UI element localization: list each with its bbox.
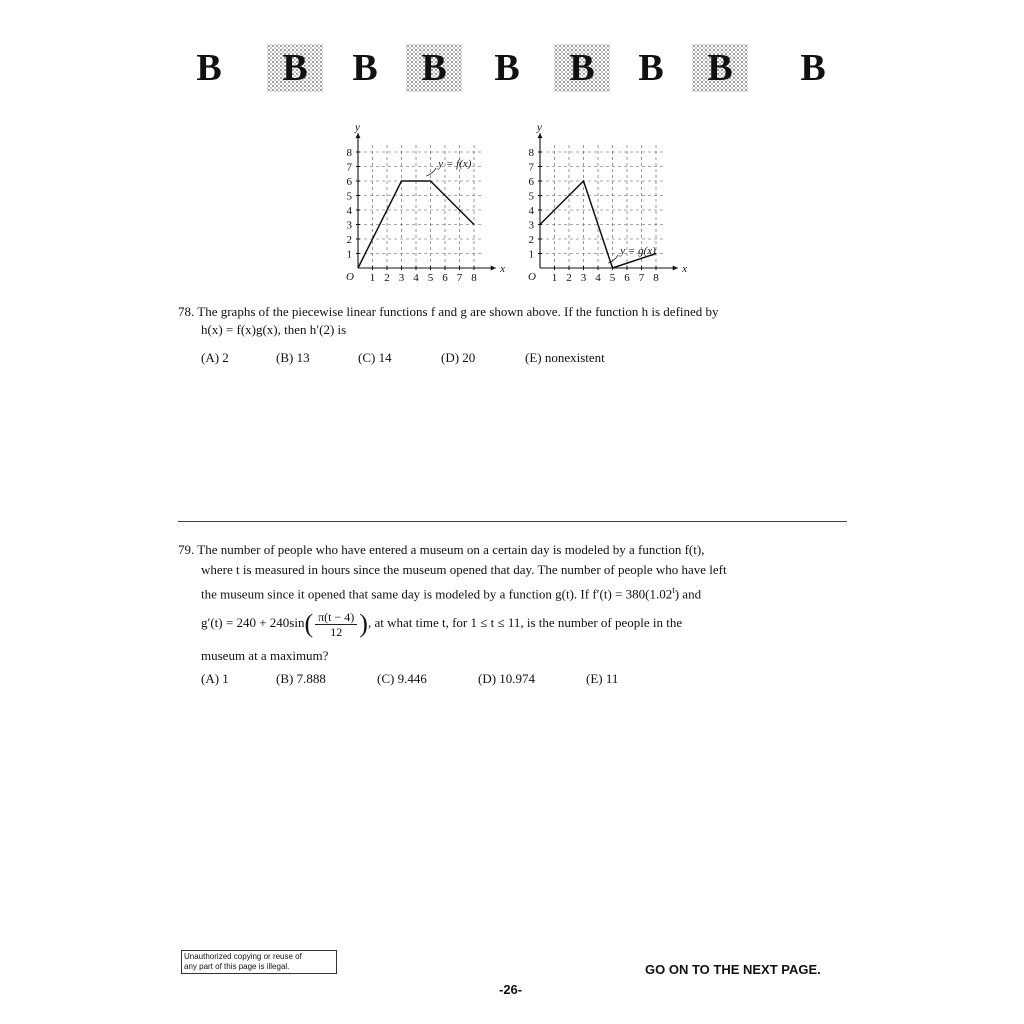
x-tick-label: 7 bbox=[638, 272, 645, 284]
fraction-denominator: 12 bbox=[330, 624, 343, 639]
choice-d[interactable]: (D) 10.974 bbox=[478, 671, 536, 686]
copyright-notice bbox=[181, 950, 337, 974]
x-axis-label: x bbox=[682, 263, 687, 275]
y-tick-label: 1 bbox=[528, 248, 534, 261]
choice-b[interactable]: (B) 7.888 bbox=[276, 671, 326, 686]
y-tick-label: 8 bbox=[528, 147, 534, 159]
question-79-line4: g′(t) = 240 + 240sin( $\frac{\pi(t - 4)}{12}$ ), at what time t, for 1 ≤ t ≤ 11, is the number of people in the bbox=[201, 609, 683, 639]
curve-label: y = g(x) bbox=[620, 244, 656, 257]
choice-c[interactable]: (C) 9.446 bbox=[377, 671, 427, 686]
question-79-line2 bbox=[201, 560, 727, 580]
x-axis-arrow bbox=[491, 266, 496, 271]
question-text: where t is measured in hours since the museum opened that day. The number of people who have left bbox=[201, 562, 727, 577]
fraction-numerator: π(t − 4) bbox=[315, 610, 357, 625]
question-text: The graphs of the piecewise linear functions f and g are shown above. If the function h is defined by bbox=[197, 304, 719, 319]
question-78-line2 bbox=[201, 320, 346, 340]
section-letter: B bbox=[554, 44, 610, 92]
x-tick-label: 2 bbox=[566, 272, 572, 284]
question-number: 79. bbox=[178, 542, 195, 557]
y-tick-label: 6 bbox=[528, 176, 534, 188]
question-text: h(x) = f(x)g(x), then h′(2) is bbox=[201, 322, 347, 337]
choice-c[interactable]: (C) 14 bbox=[358, 350, 392, 365]
section-letter: B bbox=[638, 47, 664, 89]
section-letter: B bbox=[406, 44, 462, 92]
label-leader bbox=[426, 168, 436, 176]
x-tick-label: 8 bbox=[653, 272, 659, 284]
go-on-next-page: GO ON TO THE NEXT PAGE. bbox=[645, 962, 821, 977]
y-tick-label: 5 bbox=[528, 190, 534, 203]
question-79-line5 bbox=[201, 646, 328, 666]
x-tick-label: 4 bbox=[413, 272, 419, 284]
y-tick-label: 7 bbox=[528, 161, 534, 174]
y-tick-label: 4 bbox=[528, 205, 534, 217]
section-letter: B bbox=[494, 47, 520, 89]
y-tick-label: 3 bbox=[528, 219, 534, 232]
choice-b[interactable]: (B) 13 bbox=[276, 350, 310, 365]
y-tick-label: 4 bbox=[346, 205, 352, 217]
page-number: -26- bbox=[499, 982, 523, 997]
section-letter: B bbox=[267, 44, 323, 92]
choice-d[interactable]: (D) 20 bbox=[441, 350, 476, 365]
x-tick-label: 3 bbox=[398, 272, 405, 284]
x-tick-label: 5 bbox=[609, 272, 616, 284]
y-axis-arrow bbox=[356, 133, 361, 138]
question-79 bbox=[178, 540, 704, 560]
question-text: museum at a maximum? bbox=[201, 648, 329, 663]
curve-label: y = f(x) bbox=[438, 157, 472, 170]
choice-e[interactable]: (E) 11 bbox=[586, 671, 619, 686]
graph-g bbox=[528, 121, 687, 284]
section-letter: B bbox=[196, 47, 222, 89]
question-text: ) and bbox=[674, 586, 702, 602]
x-tick-label: 8 bbox=[471, 272, 477, 284]
fraction bbox=[315, 610, 357, 639]
x-axis-label: x bbox=[500, 263, 505, 275]
x-tick-label: 1 bbox=[369, 272, 376, 284]
y-tick-label: 2 bbox=[528, 234, 534, 246]
x-tick-label: 1 bbox=[551, 272, 558, 284]
divider bbox=[178, 521, 847, 522]
section-letter: B bbox=[800, 47, 826, 89]
question-number: 78. bbox=[178, 304, 195, 319]
y-axis-label: y bbox=[355, 121, 360, 134]
choice-a[interactable]: (A) 2 bbox=[201, 350, 229, 365]
y-tick-label: 1 bbox=[346, 248, 352, 261]
section-letter: B bbox=[692, 44, 748, 92]
y-tick-label: 5 bbox=[346, 190, 352, 203]
question-text: the museum since it opened that same day is modeled by a function g(t). If f′(t) = 380(1.02 bbox=[201, 586, 673, 602]
exponent: t bbox=[672, 585, 675, 595]
y-axis-arrow bbox=[538, 133, 543, 138]
notice-line: any part of this page is illegal. bbox=[184, 962, 290, 971]
question-text: , at what time t, for 1 ≤ t ≤ 11, is the number of people in the bbox=[367, 615, 683, 630]
question-78 bbox=[178, 302, 719, 322]
origin-label: O bbox=[346, 271, 354, 283]
question-text: g′(t) = 240 + 240sin bbox=[201, 615, 305, 630]
x-tick-label: 2 bbox=[384, 272, 390, 284]
y-tick-label: 3 bbox=[346, 219, 352, 232]
question-text: The number of people who have entered a museum on a certain day is modeled by a function f(t), bbox=[197, 542, 705, 557]
x-tick-label: 4 bbox=[595, 272, 601, 284]
section-banner bbox=[0, 44, 1024, 94]
y-tick-label: 2 bbox=[346, 234, 352, 246]
y-tick-label: 7 bbox=[346, 161, 352, 174]
y-tick-label: 8 bbox=[346, 147, 352, 159]
x-tick-label: 3 bbox=[580, 272, 587, 284]
question-79-line3 bbox=[201, 580, 701, 604]
x-tick-label: 6 bbox=[442, 272, 448, 284]
origin-label: O bbox=[528, 271, 536, 283]
y-axis-label: y bbox=[537, 121, 542, 134]
x-tick-label: 7 bbox=[456, 272, 463, 284]
choice-a[interactable]: (A) 1 bbox=[201, 671, 229, 686]
notice-line: Unauthorized copying or reuse of bbox=[184, 952, 302, 961]
graphs-figure bbox=[338, 120, 688, 290]
choice-e[interactable]: (E) nonexistent bbox=[525, 350, 605, 365]
x-tick-label: 5 bbox=[427, 272, 434, 284]
y-tick-label: 6 bbox=[346, 176, 352, 188]
section-letter: B bbox=[352, 47, 378, 89]
x-tick-label: 6 bbox=[624, 272, 630, 284]
graph-f bbox=[346, 121, 505, 284]
x-axis-arrow bbox=[673, 266, 678, 271]
